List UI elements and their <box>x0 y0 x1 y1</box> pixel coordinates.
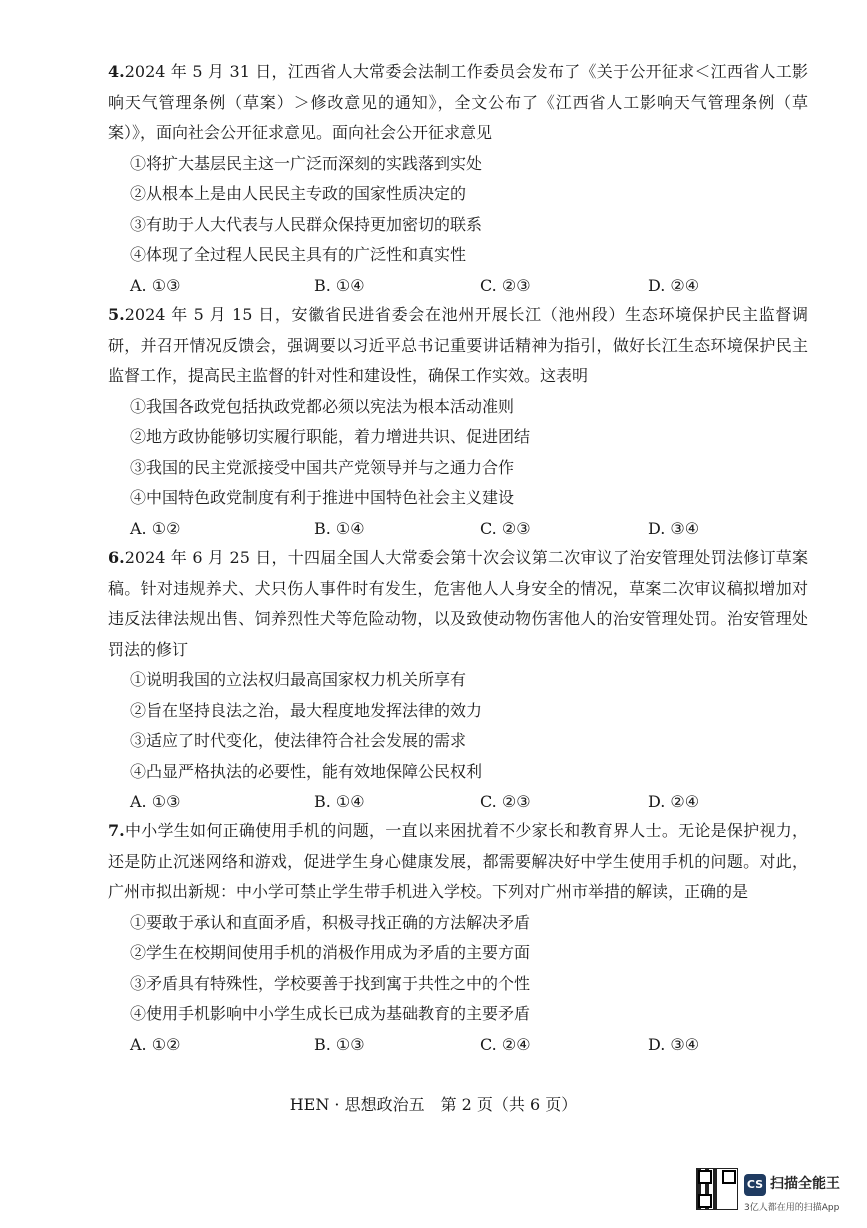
scanner-logo: CS <box>744 1174 766 1196</box>
option-2: ②旨在坚持良法之治，最大程度地发挥法律的效力 <box>130 700 483 720</box>
question-7 <box>108 816 808 1060</box>
answer-choices <box>108 271 808 302</box>
choice-c: C. ②③ <box>480 792 531 811</box>
question-5 <box>108 300 808 544</box>
option-4: ④凸显严格执法的必要性，能有效地保障公民权利 <box>130 761 483 781</box>
question-text: 2024 年 5 月 31 日，江西省人大常委会法制工作委员会发布了《关于公开征求＜江西省人工影响天气管理条例（草案）＞修改意见的通知》，全文公布了《江西省人工影响天气管理条例（草案）》，面向社会公开征求意见。面向社会公开征求意见 <box>108 62 808 142</box>
choice-d: D. ②④ <box>648 792 700 811</box>
option-2: ②学生在校期间使用手机的消极作用成为矛盾的主要方面 <box>130 943 531 962</box>
choice-d: D. ③④ <box>648 518 700 538</box>
question-number: 5. <box>108 305 125 324</box>
choice-b: B. ①④ <box>314 275 365 295</box>
question-text: 中小学生如何正确使用手机的问题，一直以来困扰着不少家长和教育界人士。无论是保护视力，还是防止沉迷网络和游戏，促进学生身心健康发展，都需要解决好中学生使用手机的问题。对此，广州市拟出新规：中小学可禁止学生带手机进入学校。下列对广州市举措的解读，正确的是 <box>108 821 808 901</box>
choice-a: A. ①② <box>130 518 181 538</box>
question-stem <box>108 816 808 908</box>
option-2: ②从根本上是由人民民主专政的国家性质决定的 <box>130 184 467 203</box>
option-1: ①将扩大基层民主这一广泛而深刻的实践落到实处 <box>130 153 483 173</box>
choice-d: D. ②④ <box>648 275 700 295</box>
question-number: 4. <box>108 62 125 81</box>
choice-a: A. ①③ <box>130 275 181 295</box>
choice-b: B. ①④ <box>314 518 365 538</box>
choice-b: B. ①③ <box>314 1034 365 1054</box>
qr-code-icon <box>696 1168 738 1210</box>
question-text: 2024 年 6 月 25 日，十四届全国人大常委会第十次会议第二次审议了治安管理处罚法修订草案稿。针对违规养犬、犬只伤人事件时有发生，危害他人人身安全的情况，草案二次审议稿拟增加对违反法律法规出售、饲养烈性犬等危险动物，以及致使动物伤害他人的治安管理处罚。治安管理处罚法的修订 <box>108 548 808 659</box>
question-text: 2024 年 5 月 15 日，安徽省民进省委会在池州开展长江（池州段）生态环境保护民主监督调研，并召开情况反馈会，强调要以习近平总书记重要讲话精神为指引，做好长江生态环境保护民主监督工作，提高民主监督的针对性和建设性，确保工作实效。这表明 <box>108 305 808 385</box>
page-footer: HEN · 思想政治五 第 2 页（共 6 页） <box>289 1095 578 1114</box>
answer-choices <box>108 514 808 545</box>
scanner-watermark <box>696 1168 856 1220</box>
question-number: 6. <box>108 548 125 567</box>
question-number: 7. <box>108 821 125 840</box>
question-stem <box>108 57 808 149</box>
question-stem <box>108 300 808 392</box>
answer-choices <box>108 787 808 818</box>
option-3: ③我国的民主党派接受中国共产党领导并与之通力合作 <box>130 457 515 477</box>
option-4: ④中国特色政党制度有利于推进中国特色社会主义建设 <box>130 488 515 507</box>
option-4: ④体现了全过程人民民主具有的广泛性和真实性 <box>130 245 467 264</box>
question-stem <box>108 543 808 665</box>
option-2: ②地方政协能够切实履行职能，着力增进共识、促进团结 <box>130 427 531 446</box>
choice-c: C. ②④ <box>480 1034 531 1054</box>
choice-d: D. ③④ <box>648 1034 700 1054</box>
scanner-name: 扫描全能王 <box>770 1176 840 1192</box>
option-1: ①我国各政党包括执政党都必须以宪法为根本活动准则 <box>130 396 515 416</box>
option-3: ③适应了时代变化，使法律符合社会发展的需求 <box>130 731 467 750</box>
scanner-tagline: 3亿人都在用的扫描App <box>744 1203 840 1213</box>
question-6 <box>108 543 808 818</box>
choice-c: C. ②③ <box>480 518 531 538</box>
option-4: ④使用手机影响中小学生成长已成为基础教育的主要矛盾 <box>130 1004 531 1023</box>
choice-b: B. ①④ <box>314 792 365 811</box>
option-3: ③有助于人大代表与人民群众保持更加密切的联系 <box>130 214 483 234</box>
option-1: ①说明我国的立法权归最高国家权力机关所享有 <box>130 670 467 689</box>
option-1: ①要敢于承认和直面矛盾，积极寻找正确的方法解决矛盾 <box>130 912 531 932</box>
choice-c: C. ②③ <box>480 275 531 295</box>
choice-a: A. ①② <box>130 1034 181 1054</box>
answer-choices <box>108 1030 808 1061</box>
option-3: ③矛盾具有特殊性，学校要善于找到寓于共性之中的个性 <box>130 973 531 993</box>
choice-a: A. ①③ <box>130 792 181 811</box>
question-4 <box>108 57 808 301</box>
